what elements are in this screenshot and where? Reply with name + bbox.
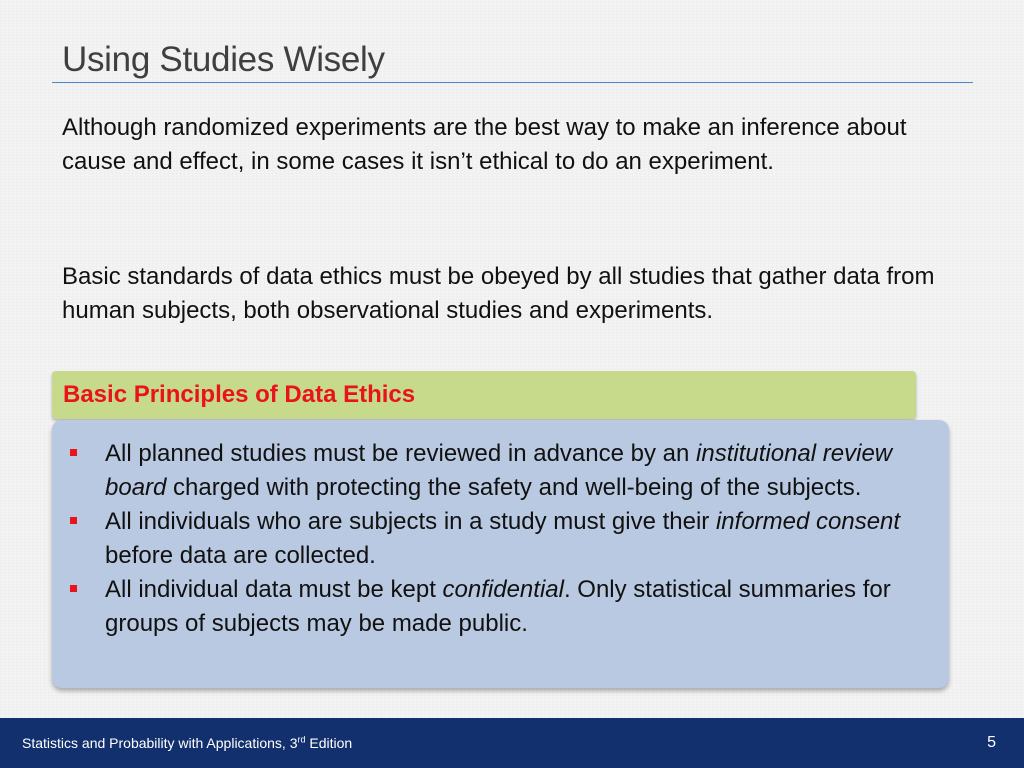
principle-text: All planned studies must be reviewed in advance by an — [105, 440, 697, 467]
footer-title-text: Statistics and Probability with Applications, 3 — [22, 735, 298, 751]
principle-emphasis: institutional review board — [105, 440, 893, 501]
principles-header-label: Basic Principles of Data Ethics — [63, 381, 416, 408]
standards-paragraph: Basic standards of data ethics must be obeyed by all studies that gather data from human subjects, both observational studies and experiments. — [62, 263, 935, 324]
footer-title-superscript: rd — [297, 734, 306, 745]
square-bullet-icon — [70, 517, 77, 524]
principle-emphasis: confidential — [442, 576, 564, 603]
square-bullet-icon — [70, 449, 77, 456]
principle-text: before data are collected. — [105, 542, 376, 569]
square-bullet-icon — [70, 585, 77, 592]
principle-text: All individuals who are subjects in a study must give their — [105, 508, 716, 535]
principle-item-confidential — [52, 573, 912, 641]
footer-bar — [0, 718, 1024, 768]
slide-title: Using Studies Wisely — [62, 40, 385, 79]
principle-item-review-board — [52, 437, 912, 505]
principles-box — [52, 420, 949, 688]
principles-header-band — [52, 371, 916, 419]
principle-text: . Only statistical summaries for groups of subjects may be made public. — [105, 576, 891, 637]
footer-title-edition: Edition — [305, 735, 353, 751]
principle-text: All individual data must be kept — [105, 576, 443, 603]
principle-emphasis: informed consent — [715, 508, 901, 535]
page-number: 5 — [987, 734, 996, 751]
title-divider — [52, 82, 973, 83]
principles-list — [52, 437, 912, 641]
footer-book-title — [22, 735, 352, 751]
principle-item-informed-consent — [52, 505, 912, 573]
intro-paragraph: Although randomized experiments are the best way to make an inference about cause and effect, in some cases it isn’t ethical to do an experiment. — [62, 114, 907, 175]
principle-text: charged with protecting the safety and well-being of the subjects. — [166, 474, 862, 501]
